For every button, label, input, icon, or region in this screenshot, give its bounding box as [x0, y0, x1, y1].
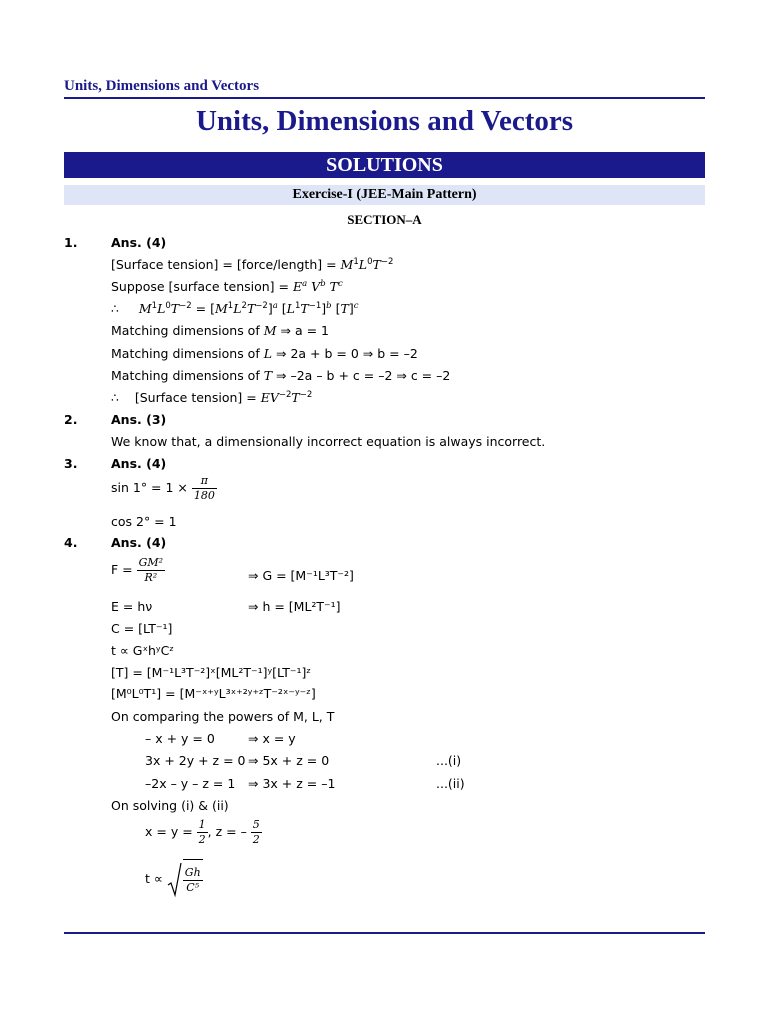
question-number-1: 1. — [64, 235, 78, 250]
solutions-banner: SOLUTIONS — [64, 152, 705, 178]
answer-1: Ans. (4) — [111, 235, 167, 250]
section-heading: SECTION–A — [347, 212, 422, 227]
q4-line-2: E = hν — [111, 599, 153, 614]
q3-line-1-text: sin 1° = 1 × — [111, 480, 192, 495]
q4-line-3: C = [LT⁻¹] — [111, 621, 173, 636]
q1-line-5: Matching dimensions of L ⇒ 2a + b = 0 ⇒ b = –2 — [111, 346, 418, 361]
gm2-over-r2-fraction — [137, 556, 165, 585]
running-header: Units, Dimensions and Vectors — [64, 78, 260, 94]
q1-line-6-result: ⇒ –2a – b + c = –2 ⇒ c = –2 — [272, 368, 451, 383]
q4-final — [145, 860, 203, 899]
five-halves-fraction — [251, 818, 262, 847]
equation-2-tag: ...(i) — [436, 753, 462, 768]
q4-line-5: [T] = [M⁻¹L³T⁻²]ˣ[ML²T⁻¹]ʸ[LT⁻¹]ᶻ — [111, 665, 311, 680]
q1-line-4-text: Matching dimensions of — [111, 323, 264, 338]
q4-line-6: [M⁰L⁰T¹] = [M⁻ˣ⁺ʸL³ˣ⁺²ʸ⁺ᶻT⁻²ˣ⁻ʸ⁻ᶻ] — [111, 686, 316, 701]
fraction-denominator: 180 — [193, 489, 215, 502]
answer-4: Ans. (4) — [111, 535, 167, 550]
answer-2: Ans. (3) — [111, 412, 167, 427]
q4-line-4: t ∝ GˣhʸCᶻ — [111, 643, 174, 658]
one-half-fraction — [197, 818, 208, 847]
fraction-numerator: π — [192, 474, 217, 489]
q1-line-3: ∴ $M^1L^0T^{-2} = [M^1L^2T^{-2}]^a$ $[L^1T^{-1}]^b$ $[T]^c$ — [111, 301, 359, 316]
q1-line-4: Matching dimensions of M ⇒ a = 1 — [111, 323, 329, 338]
square-root — [167, 860, 203, 899]
gh-over-c5-fraction — [183, 866, 203, 895]
question-number-2: 2. — [64, 412, 78, 427]
fraction-denominator: 2 — [252, 833, 260, 846]
q1-line-2: Suppose [surface tension] = $E^a$ $V^b$ $T^c$ — [111, 279, 343, 294]
equation-1-right: ⇒ x = y — [248, 731, 296, 746]
fraction-denominator: R² — [144, 571, 158, 584]
equation-3-right: ⇒ 3x + z = –1 — [248, 776, 336, 791]
fraction-numerator: 5 — [252, 818, 260, 831]
q3-line-2: cos 2° = 1 — [111, 514, 177, 529]
radical-sign-icon — [167, 861, 183, 899]
equation-2-right: ⇒ 5x + z = 0 — [248, 753, 330, 768]
q4-line-2-result: ⇒ h = [ML²T⁻¹] — [248, 599, 341, 614]
solution-z-label: , z = – — [207, 824, 251, 839]
q1-line-7: ∴ [Surface tension] = $EV^{-2}T^{-2}$ — [111, 390, 313, 405]
q3-line-1 — [111, 474, 217, 503]
fraction-numerator: GM² — [138, 556, 164, 569]
q1-line-4-result: ⇒ a = 1 — [276, 323, 329, 338]
fraction-numerator: Gh — [184, 865, 201, 879]
q1-line-1-text: [Surface tension] = [force/length] = — [111, 257, 341, 272]
q1-line-6: Matching dimensions of T ⇒ –2a – b + c = –2 ⇒ c = –2 — [111, 368, 451, 383]
q1-line-6-text: Matching dimensions of — [111, 368, 264, 383]
pi-over-180-fraction — [192, 474, 217, 503]
fraction-denominator: C⁵ — [186, 880, 200, 894]
equation-3-left: –2x – y – z = 1 — [145, 776, 236, 791]
question-number-4: 4. — [64, 535, 78, 550]
q4-line-1-result: ⇒ G = [M⁻¹L³T⁻²] — [248, 568, 354, 583]
answer-3: Ans. (4) — [111, 456, 167, 471]
q1-line-5-text: Matching dimensions of — [111, 346, 264, 361]
equation-1-left: – x + y = 0 — [145, 731, 215, 746]
equation-3-tag: ...(ii) — [436, 776, 465, 791]
solution-xy-label: x = y = — [145, 824, 197, 839]
therefore-symbol: ∴ — [111, 390, 119, 405]
exercise-heading: Exercise-I (JEE-Main Pattern) — [64, 185, 705, 205]
header-rule — [64, 97, 705, 99]
q4-line-7: On comparing the powers of M, L, T — [111, 709, 335, 724]
equation-2-left: 3x + 2y + z = 0 — [145, 753, 246, 768]
q2-line-1: We know that, a dimensionally incorrect equation is always incorrect. — [111, 434, 546, 449]
footer-rule — [64, 932, 705, 934]
q4-solution — [145, 818, 262, 847]
fraction-denominator: 2 — [198, 833, 206, 846]
therefore-symbol: ∴ — [111, 301, 119, 316]
q1-line-1: [Surface tension] = [force/length] = $M^1L^0T^{-2}$ — [111, 257, 394, 272]
fraction-numerator: 1 — [198, 818, 206, 831]
q1-line-2-text: Suppose [surface tension] = — [111, 279, 293, 294]
q1-line-5-result: ⇒ 2a + b = 0 ⇒ b = –2 — [272, 346, 418, 361]
question-number-3: 3. — [64, 456, 78, 471]
page-title: Units, Dimensions and Vectors — [195, 105, 574, 137]
t-proportional-label: t ∝ — [145, 871, 167, 886]
q4-line-1 — [111, 556, 165, 585]
q1-line-7-text: [Surface tension] = — [134, 390, 261, 405]
q4-line-8: On solving (i) & (ii) — [111, 798, 229, 813]
q4-force-label: F = — [111, 562, 137, 577]
